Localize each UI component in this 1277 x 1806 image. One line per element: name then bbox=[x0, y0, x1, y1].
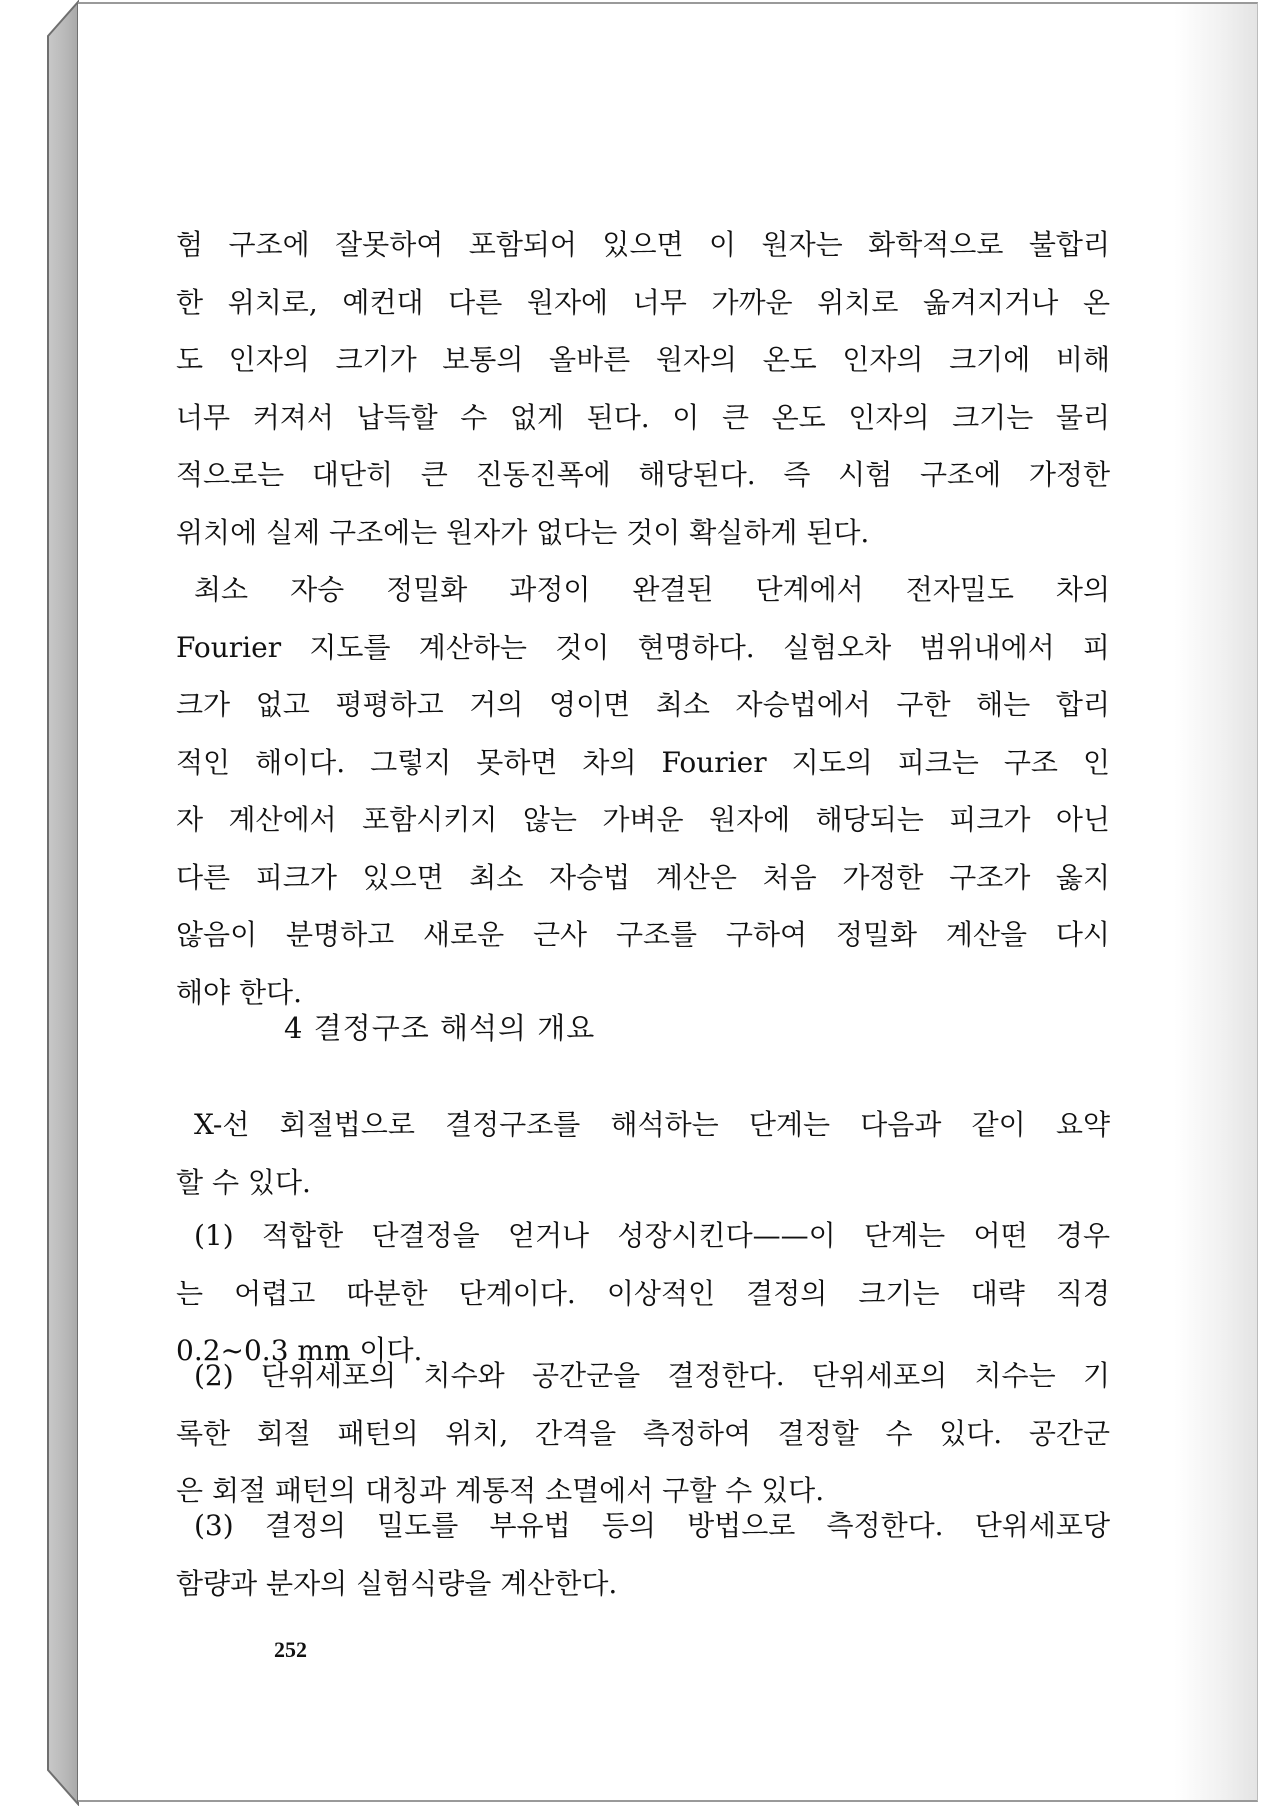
text-line: (2) 단위세포의 치수와 공간군을 결정한다. 단위세포의 치수는 기 bbox=[194, 1359, 1110, 1392]
text-line: 적으로는 대단히 큰 진동진폭에 해당된다. 즉 시험 구조에 가정한 bbox=[176, 458, 1110, 491]
text-line: 위치에 실제 구조에는 원자가 없다는 것이 확실하게 된다. bbox=[176, 515, 870, 549]
text-line: 도 인자의 크기가 보통의 올바른 원자의 온도 인자의 크기에 비해 bbox=[176, 343, 1110, 376]
paragraph-6 bbox=[176, 1497, 1110, 1612]
text-line: 해야 한다. bbox=[176, 975, 302, 1009]
paragraph-5 bbox=[176, 1347, 1110, 1520]
text-line: 할 수 있다. bbox=[176, 1165, 311, 1199]
text-line: X-선 회절법으로 결정구조를 해석하는 단계는 다음과 같이 요약 bbox=[194, 1108, 1110, 1141]
text-line: 않음이 분명하고 새로운 근사 구조를 구하여 정밀화 계산을 다시 bbox=[176, 918, 1110, 951]
text-line: (1) 적합한 단결정을 얻거나 성장시킨다——이 단계는 어떤 경우 bbox=[194, 1219, 1110, 1252]
text-line: 한 위치로, 예컨대 다른 원자에 너무 가까운 위치로 옮겨지거나 온 bbox=[176, 285, 1110, 319]
text-line: 너무 커져서 납득할 수 없게 된다. 이 큰 온도 인자의 크기는 물리 bbox=[176, 400, 1110, 434]
text-line: 험 구조에 잘못하여 포함되어 있으면 이 원자는 화학적으로 불합리 bbox=[176, 228, 1110, 261]
paragraph-1 bbox=[176, 216, 1110, 561]
text-line: 자 계산에서 포함시키지 않는 가벼운 원자에 해당되는 피크가 아닌 bbox=[176, 803, 1110, 836]
text-line: Fourier 지도를 계산하는 것이 현명하다. 실험오차 범위내에서 피 bbox=[176, 630, 1110, 664]
text-line: 함량과 분자의 실험식량을 계산한다. bbox=[176, 1566, 618, 1600]
text-line: 0.2~0.3 mm 이다. bbox=[176, 1334, 423, 1367]
paragraph-2 bbox=[176, 561, 1110, 1021]
page-number: 252 bbox=[274, 1637, 307, 1662]
text-line: 크가 없고 평평하고 거의 영이면 최소 자승법에서 구한 해는 합리 bbox=[176, 688, 1110, 721]
text-line: 록한 회절 패턴의 위치, 간격을 측정하여 결정할 수 있다. 공간군 bbox=[176, 1416, 1110, 1450]
paragraph-3 bbox=[176, 1096, 1110, 1211]
book-spine-edge bbox=[0, 0, 80, 1806]
section-heading: 4 결정구조 해석의 개요 bbox=[284, 1011, 596, 1045]
text-line: 다른 피크가 있으면 최소 자승법 계산은 처음 가정한 구조가 옳지 bbox=[176, 860, 1110, 894]
text-line: 은 회절 패턴의 대칭과 계통적 소멸에서 구할 수 있다. bbox=[176, 1474, 825, 1507]
text-line: 최소 자승 정밀화 과정이 완결된 단계에서 전자밀도 차의 bbox=[194, 573, 1110, 606]
text-line: 는 어렵고 따분한 단계이다. 이상적인 결정의 크기는 대략 직경 bbox=[176, 1276, 1110, 1310]
text-line: 적인 해이다. 그렇지 못하면 차의 Fourier 지도의 피크는 구조 인 bbox=[176, 745, 1110, 779]
text-line: (3) 결정의 밀도를 부유법 등의 방법으로 측정한다. 단위세포당 bbox=[194, 1509, 1110, 1542]
